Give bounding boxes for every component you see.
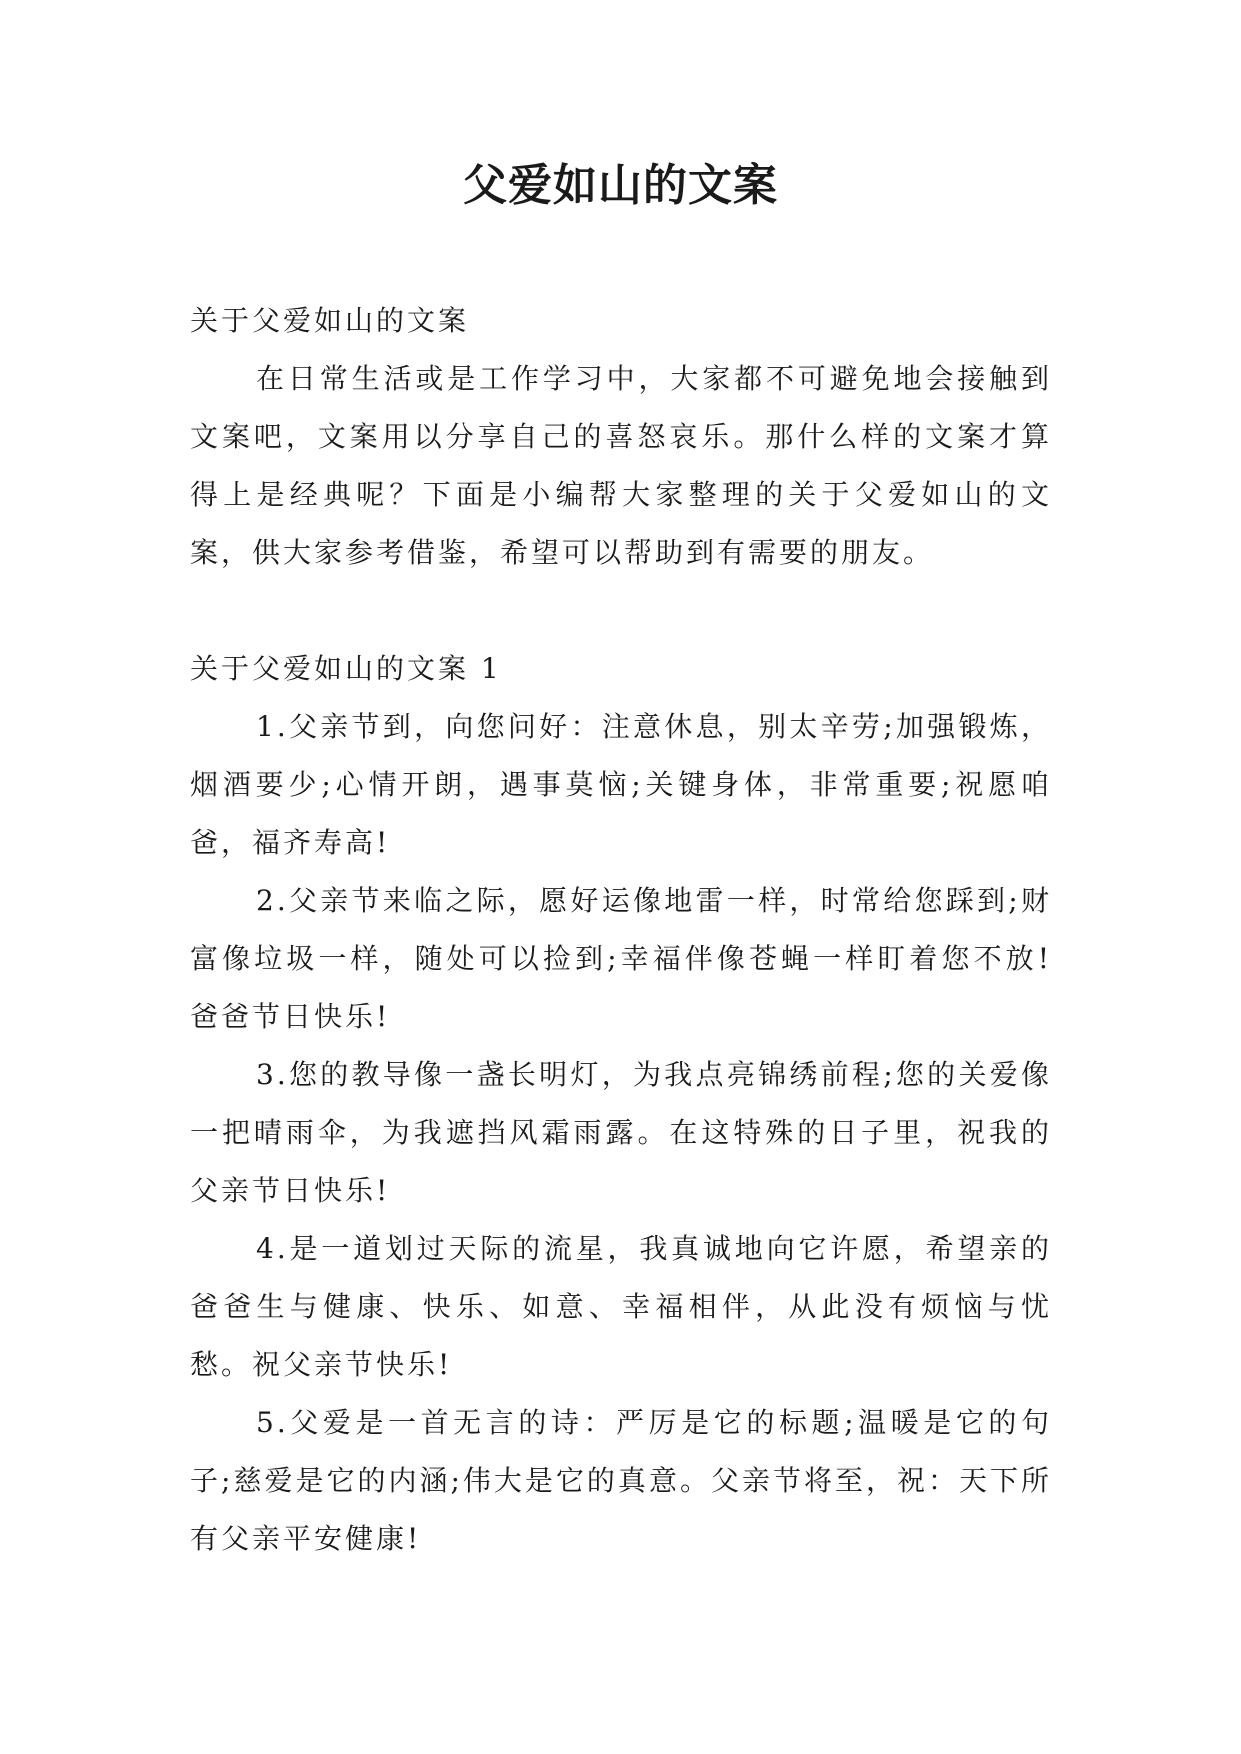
list-item: 2.父亲节来临之际，愿好运像地雷一样，时常给您踩到;财富像垃圾一样，随处可以捡到;幸福伴像苍蝇一样盯着您不放!爸爸节日快乐! bbox=[190, 884, 1052, 1033]
document-title: 父爱如山的文案 bbox=[463, 160, 778, 211]
document-body bbox=[190, 292, 1052, 1568]
list-item: 1.父亲节到，向您问好：注意休息，别太辛劳;加强锻炼，烟酒要少;心情开朗，遇事莫恼;关键身体，非常重要;祝愿咱爸，福齐寿高! bbox=[190, 710, 1052, 859]
intro-paragraph: 在日常生活或是工作学习中，大家都不可避免地会接触到文案吧，文案用以分享自己的喜怒哀乐。那什么样的文案才算得上是经典呢？下面是小编帮大家整理的关于父爱如山的文案，供大家参考借鉴，希望可以帮助到有需要的朋友。 bbox=[190, 362, 1052, 569]
intro-heading: 关于父爱如山的文案 bbox=[190, 304, 470, 337]
list-item: 4.是一道划过天际的流星，我真诚地向它许愿，希望亲的爸爸生与健康、快乐、如意、幸福相伴，从此没有烦恼与忧愁。祝父亲节快乐! bbox=[190, 1232, 1052, 1381]
section-spacer bbox=[190, 582, 1052, 640]
list-item: 3.您的教导像一盏长明灯，为我点亮锦绣前程;您的关爱像一把晴雨伞，为我遮挡风霜雨露。在这特殊的日子里，祝我的父亲节日快乐! bbox=[190, 1058, 1052, 1207]
section-heading: 关于父爱如山的文案 1 bbox=[190, 652, 502, 685]
list-item: 5.父爱是一首无言的诗：严厉是它的标题;温暖是它的句子;慈爱是它的内涵;伟大是它的真意。父亲节将至，祝：天下所有父亲平安健康! bbox=[190, 1406, 1052, 1555]
